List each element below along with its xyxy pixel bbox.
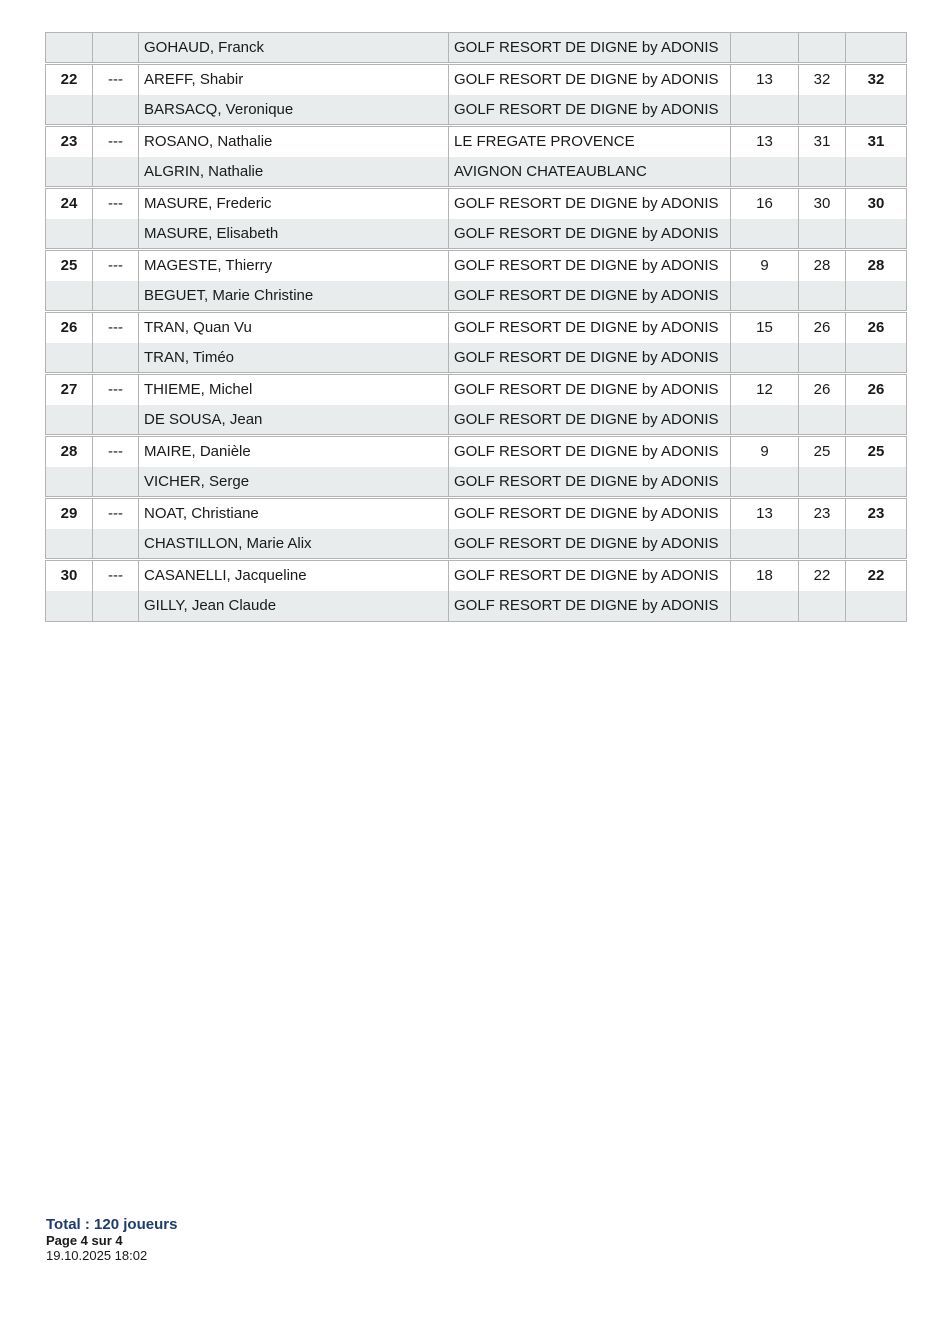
player-name-cell: VICHER, Serge xyxy=(139,467,449,498)
handicap-cell: 9 xyxy=(731,250,799,281)
movement-cell xyxy=(93,157,139,188)
club-cell: GOLF RESORT DE DIGNE by ADONIS xyxy=(449,591,731,622)
handicap-cell: 18 xyxy=(731,560,799,591)
position-cell: 23 xyxy=(46,126,93,157)
movement-cell xyxy=(93,467,139,498)
club-cell: GOLF RESORT DE DIGNE by ADONIS xyxy=(449,560,731,591)
player-name-cell: MAIRE, Danièle xyxy=(139,436,449,467)
player-name-cell: GILLY, Jean Claude xyxy=(139,591,449,622)
total-cell xyxy=(846,529,907,560)
handicap-cell: 15 xyxy=(731,312,799,343)
position-cell: 25 xyxy=(46,250,93,281)
table-row xyxy=(46,33,907,64)
club-cell: GOLF RESORT DE DIGNE by ADONIS xyxy=(449,467,731,498)
results-body xyxy=(46,33,907,622)
player-name-cell: BARSACQ, Veronique xyxy=(139,95,449,126)
position-cell xyxy=(46,529,93,560)
handicap-cell: 12 xyxy=(731,374,799,405)
position-cell xyxy=(46,467,93,498)
position-cell xyxy=(46,281,93,312)
score-cell xyxy=(799,529,846,560)
handicap-cell: 16 xyxy=(731,188,799,219)
total-cell: 32 xyxy=(846,64,907,95)
club-cell: GOLF RESORT DE DIGNE by ADONIS xyxy=(449,343,731,374)
player-name-cell: CASANELLI, Jacqueline xyxy=(139,560,449,591)
movement-cell: --- xyxy=(93,250,139,281)
player-name-cell: TRAN, Quan Vu xyxy=(139,312,449,343)
player-name-cell: MASURE, Elisabeth xyxy=(139,219,449,250)
table-row xyxy=(46,281,907,312)
club-cell: GOLF RESORT DE DIGNE by ADONIS xyxy=(449,498,731,529)
page-number: Page 4 sur 4 xyxy=(46,1233,123,1248)
position-cell: 29 xyxy=(46,498,93,529)
club-cell: GOLF RESORT DE DIGNE by ADONIS xyxy=(449,281,731,312)
movement-cell xyxy=(93,343,139,374)
score-cell xyxy=(799,467,846,498)
print-timestamp: 19.10.2025 18:02 xyxy=(46,1248,148,1263)
movement-cell xyxy=(93,95,139,126)
movement-cell: --- xyxy=(93,498,139,529)
handicap-cell: 9 xyxy=(731,436,799,467)
handicap-cell: 13 xyxy=(731,498,799,529)
player-name-cell: TRAN, Timéo xyxy=(139,343,449,374)
handicap-cell xyxy=(731,219,799,250)
club-cell: LE FREGATE PROVENCE xyxy=(449,126,731,157)
total-cell: 23 xyxy=(846,498,907,529)
score-cell xyxy=(799,219,846,250)
position-cell: 30 xyxy=(46,560,93,591)
table-row xyxy=(46,467,907,498)
position-cell: 27 xyxy=(46,374,93,405)
handicap-cell xyxy=(731,467,799,498)
handicap-cell xyxy=(731,95,799,126)
position-cell: 28 xyxy=(46,436,93,467)
movement-cell xyxy=(93,529,139,560)
score-cell xyxy=(799,591,846,622)
club-cell: GOLF RESORT DE DIGNE by ADONIS xyxy=(449,250,731,281)
position-cell: 26 xyxy=(46,312,93,343)
handicap-cell xyxy=(731,281,799,312)
table-row xyxy=(46,250,907,281)
total-cell: 22 xyxy=(846,560,907,591)
total-cell xyxy=(846,343,907,374)
total-cell: 31 xyxy=(846,126,907,157)
table-row xyxy=(46,591,907,622)
score-cell: 26 xyxy=(799,374,846,405)
movement-cell: --- xyxy=(93,312,139,343)
position-cell xyxy=(46,95,93,126)
club-cell: GOLF RESORT DE DIGNE by ADONIS xyxy=(449,312,731,343)
score-cell: 30 xyxy=(799,188,846,219)
total-cell: 30 xyxy=(846,188,907,219)
player-name-cell: AREFF, Shabir xyxy=(139,64,449,95)
handicap-cell xyxy=(731,343,799,374)
total-cell: 26 xyxy=(846,312,907,343)
club-cell: GOLF RESORT DE DIGNE by ADONIS xyxy=(449,219,731,250)
table-row xyxy=(46,560,907,591)
table-row xyxy=(46,126,907,157)
total-players: Total : 120 joueurs xyxy=(46,1216,178,1233)
table-row xyxy=(46,343,907,374)
score-cell xyxy=(799,343,846,374)
total-cell: 26 xyxy=(846,374,907,405)
club-cell: GOLF RESORT DE DIGNE by ADONIS xyxy=(449,33,731,64)
score-cell: 25 xyxy=(799,436,846,467)
movement-cell xyxy=(93,33,139,64)
handicap-cell xyxy=(731,529,799,560)
score-cell xyxy=(799,281,846,312)
score-cell xyxy=(799,95,846,126)
total-cell xyxy=(846,405,907,436)
handicap-cell xyxy=(731,157,799,188)
club-cell: GOLF RESORT DE DIGNE by ADONIS xyxy=(449,405,731,436)
total-cell xyxy=(846,157,907,188)
player-name-cell: MAGESTE, Thierry xyxy=(139,250,449,281)
table-row xyxy=(46,157,907,188)
score-cell xyxy=(799,33,846,64)
handicap-cell xyxy=(731,591,799,622)
player-name-cell: CHASTILLON, Marie Alix xyxy=(139,529,449,560)
score-cell: 31 xyxy=(799,126,846,157)
movement-cell xyxy=(93,591,139,622)
score-cell: 32 xyxy=(799,64,846,95)
movement-cell: --- xyxy=(93,436,139,467)
movement-cell: --- xyxy=(93,560,139,591)
score-cell: 26 xyxy=(799,312,846,343)
club-cell: GOLF RESORT DE DIGNE by ADONIS xyxy=(449,95,731,126)
table-row xyxy=(46,405,907,436)
movement-cell xyxy=(93,405,139,436)
score-cell xyxy=(799,157,846,188)
player-name-cell: THIEME, Michel xyxy=(139,374,449,405)
position-cell xyxy=(46,405,93,436)
table-row xyxy=(46,64,907,95)
table-row xyxy=(46,529,907,560)
player-name-cell: GOHAUD, Franck xyxy=(139,33,449,64)
movement-cell: --- xyxy=(93,188,139,219)
table-row xyxy=(46,219,907,250)
table-row xyxy=(46,436,907,467)
movement-cell: --- xyxy=(93,374,139,405)
score-cell: 28 xyxy=(799,250,846,281)
club-cell: GOLF RESORT DE DIGNE by ADONIS xyxy=(449,374,731,405)
position-cell: 22 xyxy=(46,64,93,95)
table-row xyxy=(46,498,907,529)
total-cell xyxy=(846,281,907,312)
position-cell xyxy=(46,157,93,188)
player-name-cell: ALGRIN, Nathalie xyxy=(139,157,449,188)
position-cell xyxy=(46,343,93,374)
total-cell xyxy=(846,591,907,622)
results-table xyxy=(45,32,907,622)
score-cell: 23 xyxy=(799,498,846,529)
total-cell: 25 xyxy=(846,436,907,467)
score-cell: 22 xyxy=(799,560,846,591)
table-row xyxy=(46,312,907,343)
total-cell xyxy=(846,95,907,126)
position-cell xyxy=(46,591,93,622)
total-cell xyxy=(846,467,907,498)
handicap-cell xyxy=(731,33,799,64)
footer xyxy=(46,1216,177,1263)
club-cell: GOLF RESORT DE DIGNE by ADONIS xyxy=(449,436,731,467)
player-name-cell: BEGUET, Marie Christine xyxy=(139,281,449,312)
movement-cell: --- xyxy=(93,126,139,157)
table-row xyxy=(46,95,907,126)
player-name-cell: NOAT, Christiane xyxy=(139,498,449,529)
total-cell xyxy=(846,219,907,250)
club-cell: GOLF RESORT DE DIGNE by ADONIS xyxy=(449,188,731,219)
handicap-cell: 13 xyxy=(731,64,799,95)
club-cell: GOLF RESORT DE DIGNE by ADONIS xyxy=(449,64,731,95)
movement-cell xyxy=(93,281,139,312)
handicap-cell xyxy=(731,405,799,436)
club-cell: AVIGNON CHATEAUBLANC xyxy=(449,157,731,188)
player-name-cell: ROSANO, Nathalie xyxy=(139,126,449,157)
total-cell: 28 xyxy=(846,250,907,281)
movement-cell xyxy=(93,219,139,250)
score-cell xyxy=(799,405,846,436)
player-name-cell: MASURE, Frederic xyxy=(139,188,449,219)
movement-cell: --- xyxy=(93,64,139,95)
position-cell xyxy=(46,33,93,64)
table-row xyxy=(46,188,907,219)
position-cell: 24 xyxy=(46,188,93,219)
club-cell: GOLF RESORT DE DIGNE by ADONIS xyxy=(449,529,731,560)
total-cell xyxy=(846,33,907,64)
table-row xyxy=(46,374,907,405)
handicap-cell: 13 xyxy=(731,126,799,157)
player-name-cell: DE SOUSA, Jean xyxy=(139,405,449,436)
position-cell xyxy=(46,219,93,250)
